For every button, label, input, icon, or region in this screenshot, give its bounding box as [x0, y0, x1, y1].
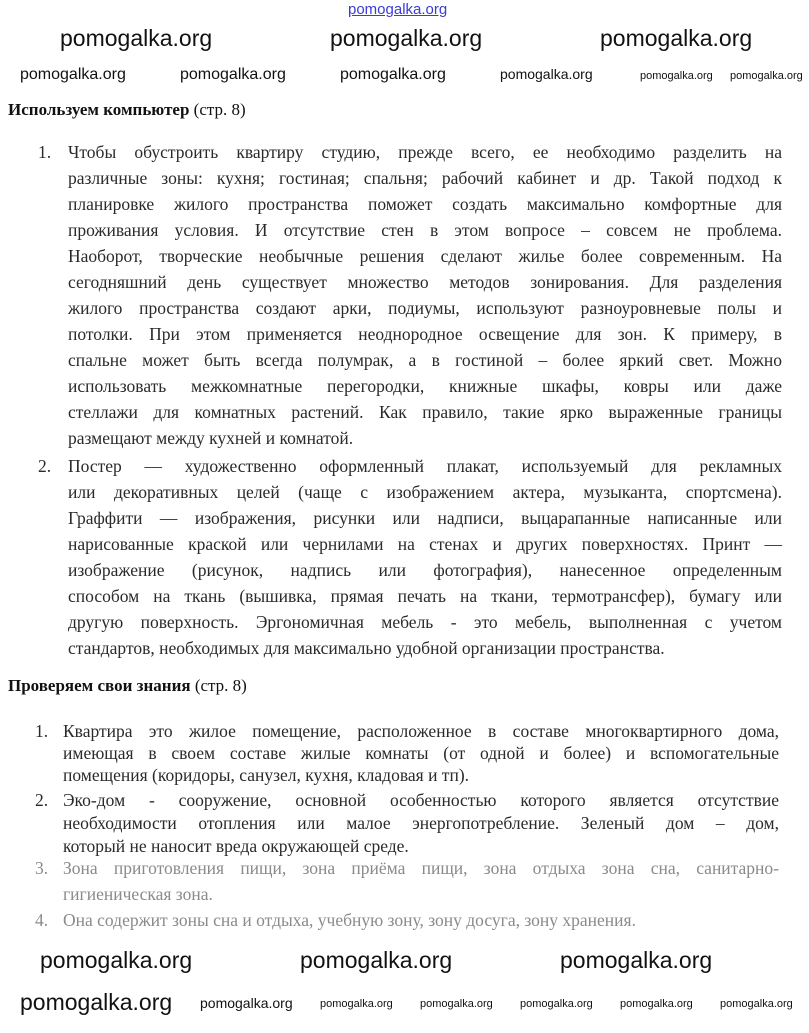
watermark: pomogalka.org: [20, 66, 126, 83]
list-item-line: который не наносит вреда окружающей среде.: [63, 836, 409, 856]
list-item-line: нарисованные краской или чернилами на стенах и других поверхностях. Принт —: [68, 534, 782, 554]
watermark: pomogalka.org: [720, 998, 793, 1010]
list-item-line: Наоборот, творческие необычные решения сделают жилье более современным. На: [68, 246, 782, 266]
watermark: pomogalka.org: [730, 70, 803, 82]
list-item-line: гигиеническая зона.: [63, 884, 213, 904]
list-item-number: 1.: [38, 142, 52, 162]
watermark: pomogalka.org: [348, 1, 448, 18]
heading-title: Проверяем свои знания: [8, 676, 191, 695]
watermark: pomogalka.org: [640, 70, 713, 82]
list-item-line: Она содержит зоны сна и отдыха, учебную зону, зону досуга, зону хранения.: [63, 910, 636, 930]
watermark: pomogalka.org: [180, 66, 286, 83]
watermark: pomogalka.org: [500, 66, 593, 82]
list-item-line: Чтобы обустроить квартиру студию, прежде всего, ее необходимо разделить на: [68, 142, 782, 162]
list-item-line: различные зоны: кухня; гостиная; спальня; рабочий кабинет и др. Такой подход к: [68, 168, 782, 188]
list-item-line: сегодняшний день существует множество методов зонирования. Для разделения: [68, 272, 782, 292]
heading-page-ref: (стр. 8): [194, 676, 247, 695]
watermark: pomogalka.org: [20, 989, 173, 1015]
list-item-number: 2.: [38, 456, 52, 476]
watermark: pomogalka.org: [340, 66, 446, 83]
list-item-line: Постер — художественно оформленный плакат, используемый для рекламных: [68, 456, 782, 476]
list-item-line: имеющая в своем составе жилые комнаты (от одной и более) и вспомогательные: [63, 743, 779, 763]
list-item-line: изображение (рисунок, надпись или фотография), нанесенное определенным: [68, 560, 782, 580]
watermark: pomogalka.org: [560, 947, 713, 973]
watermark: pomogalka.org: [320, 998, 393, 1010]
list-item-line: другую поверхность. Эргономичная мебель - это мебель, выполненная с учетом: [68, 612, 782, 632]
watermark: pomogalka.org: [200, 995, 293, 1011]
list-item-line: потолки. При этом применяется неоднородное освещение для зон. К примеру, в: [68, 324, 782, 344]
list-item-line: планировке жилого пространства поможет создать максимально комфортные для: [68, 194, 782, 214]
list-item-line: Зона приготовления пищи, зона приёма пищи, зона отдыха зона сна, санитарно-: [63, 858, 779, 878]
list-item-line: проживания условия. И отсутствие стен в этом вопросе – совсем не проблема.: [68, 220, 782, 240]
list-item-line: стандартов, необходимых для максимально удобной организации пространства.: [68, 638, 665, 658]
list-item-line: использовать межкомнатные перегородки, книжные шкафы, ковры или даже: [68, 376, 782, 396]
list-item-number: 3.: [35, 858, 49, 878]
watermark: pomogalka.org: [330, 25, 483, 51]
list-item-line: необходимости отопления или малое энергопотребление. Зеленый дом – дом,: [63, 813, 779, 833]
list-item-line: способом на ткань (вышивка, прямая печать на ткани, термотрансфер), бумагу или: [68, 586, 782, 606]
list-item-number: 1.: [35, 721, 49, 741]
watermark: pomogalka.org: [600, 25, 753, 51]
list-item-line: стеллажи для комнатных растений. Как правило, такие ярко выраженные границы: [68, 402, 782, 422]
section1-heading: [8, 100, 246, 120]
list-item-line: Квартира это жилое помещение, расположенное в составе многоквартирного дома,: [63, 721, 779, 741]
list-item-number: 2.: [35, 790, 49, 810]
list-item-line: помещения (коридоры, санузел, кухня, кладовая и тп).: [63, 765, 470, 785]
watermark: pomogalka.org: [420, 998, 493, 1010]
watermark: pomogalka.org: [40, 947, 193, 973]
watermark: pomogalka.org: [60, 25, 213, 51]
list-item-line: жилого пространства создают арки, подиумы, используют разноуровневые полы и: [68, 298, 782, 318]
watermark: pomogalka.org: [300, 947, 453, 973]
list-item-line: размещают между кухней и комнатой.: [68, 428, 354, 448]
list-item-number: 4.: [35, 910, 49, 930]
list-item-line: или декоративных целей (чаще с изображением актера, музыканта, спортсмена).: [68, 482, 782, 502]
heading-title: Используем компьютер: [8, 100, 190, 119]
watermark: pomogalka.org: [520, 998, 593, 1010]
list-item-line: Эко-дом - сооружение, основной особенностью которого является отсутствие: [63, 790, 779, 810]
list-item-line: спальне может быть всегда полумрак, а в гостиной – более яркий свет. Можно: [68, 350, 782, 370]
list-item-line: Граффити — изображения, рисунки или надписи, выцарапанные написанные или: [68, 508, 782, 528]
heading-page-ref: (стр. 8): [193, 100, 246, 119]
section2-heading: [8, 676, 247, 696]
watermark: pomogalka.org: [620, 998, 693, 1010]
